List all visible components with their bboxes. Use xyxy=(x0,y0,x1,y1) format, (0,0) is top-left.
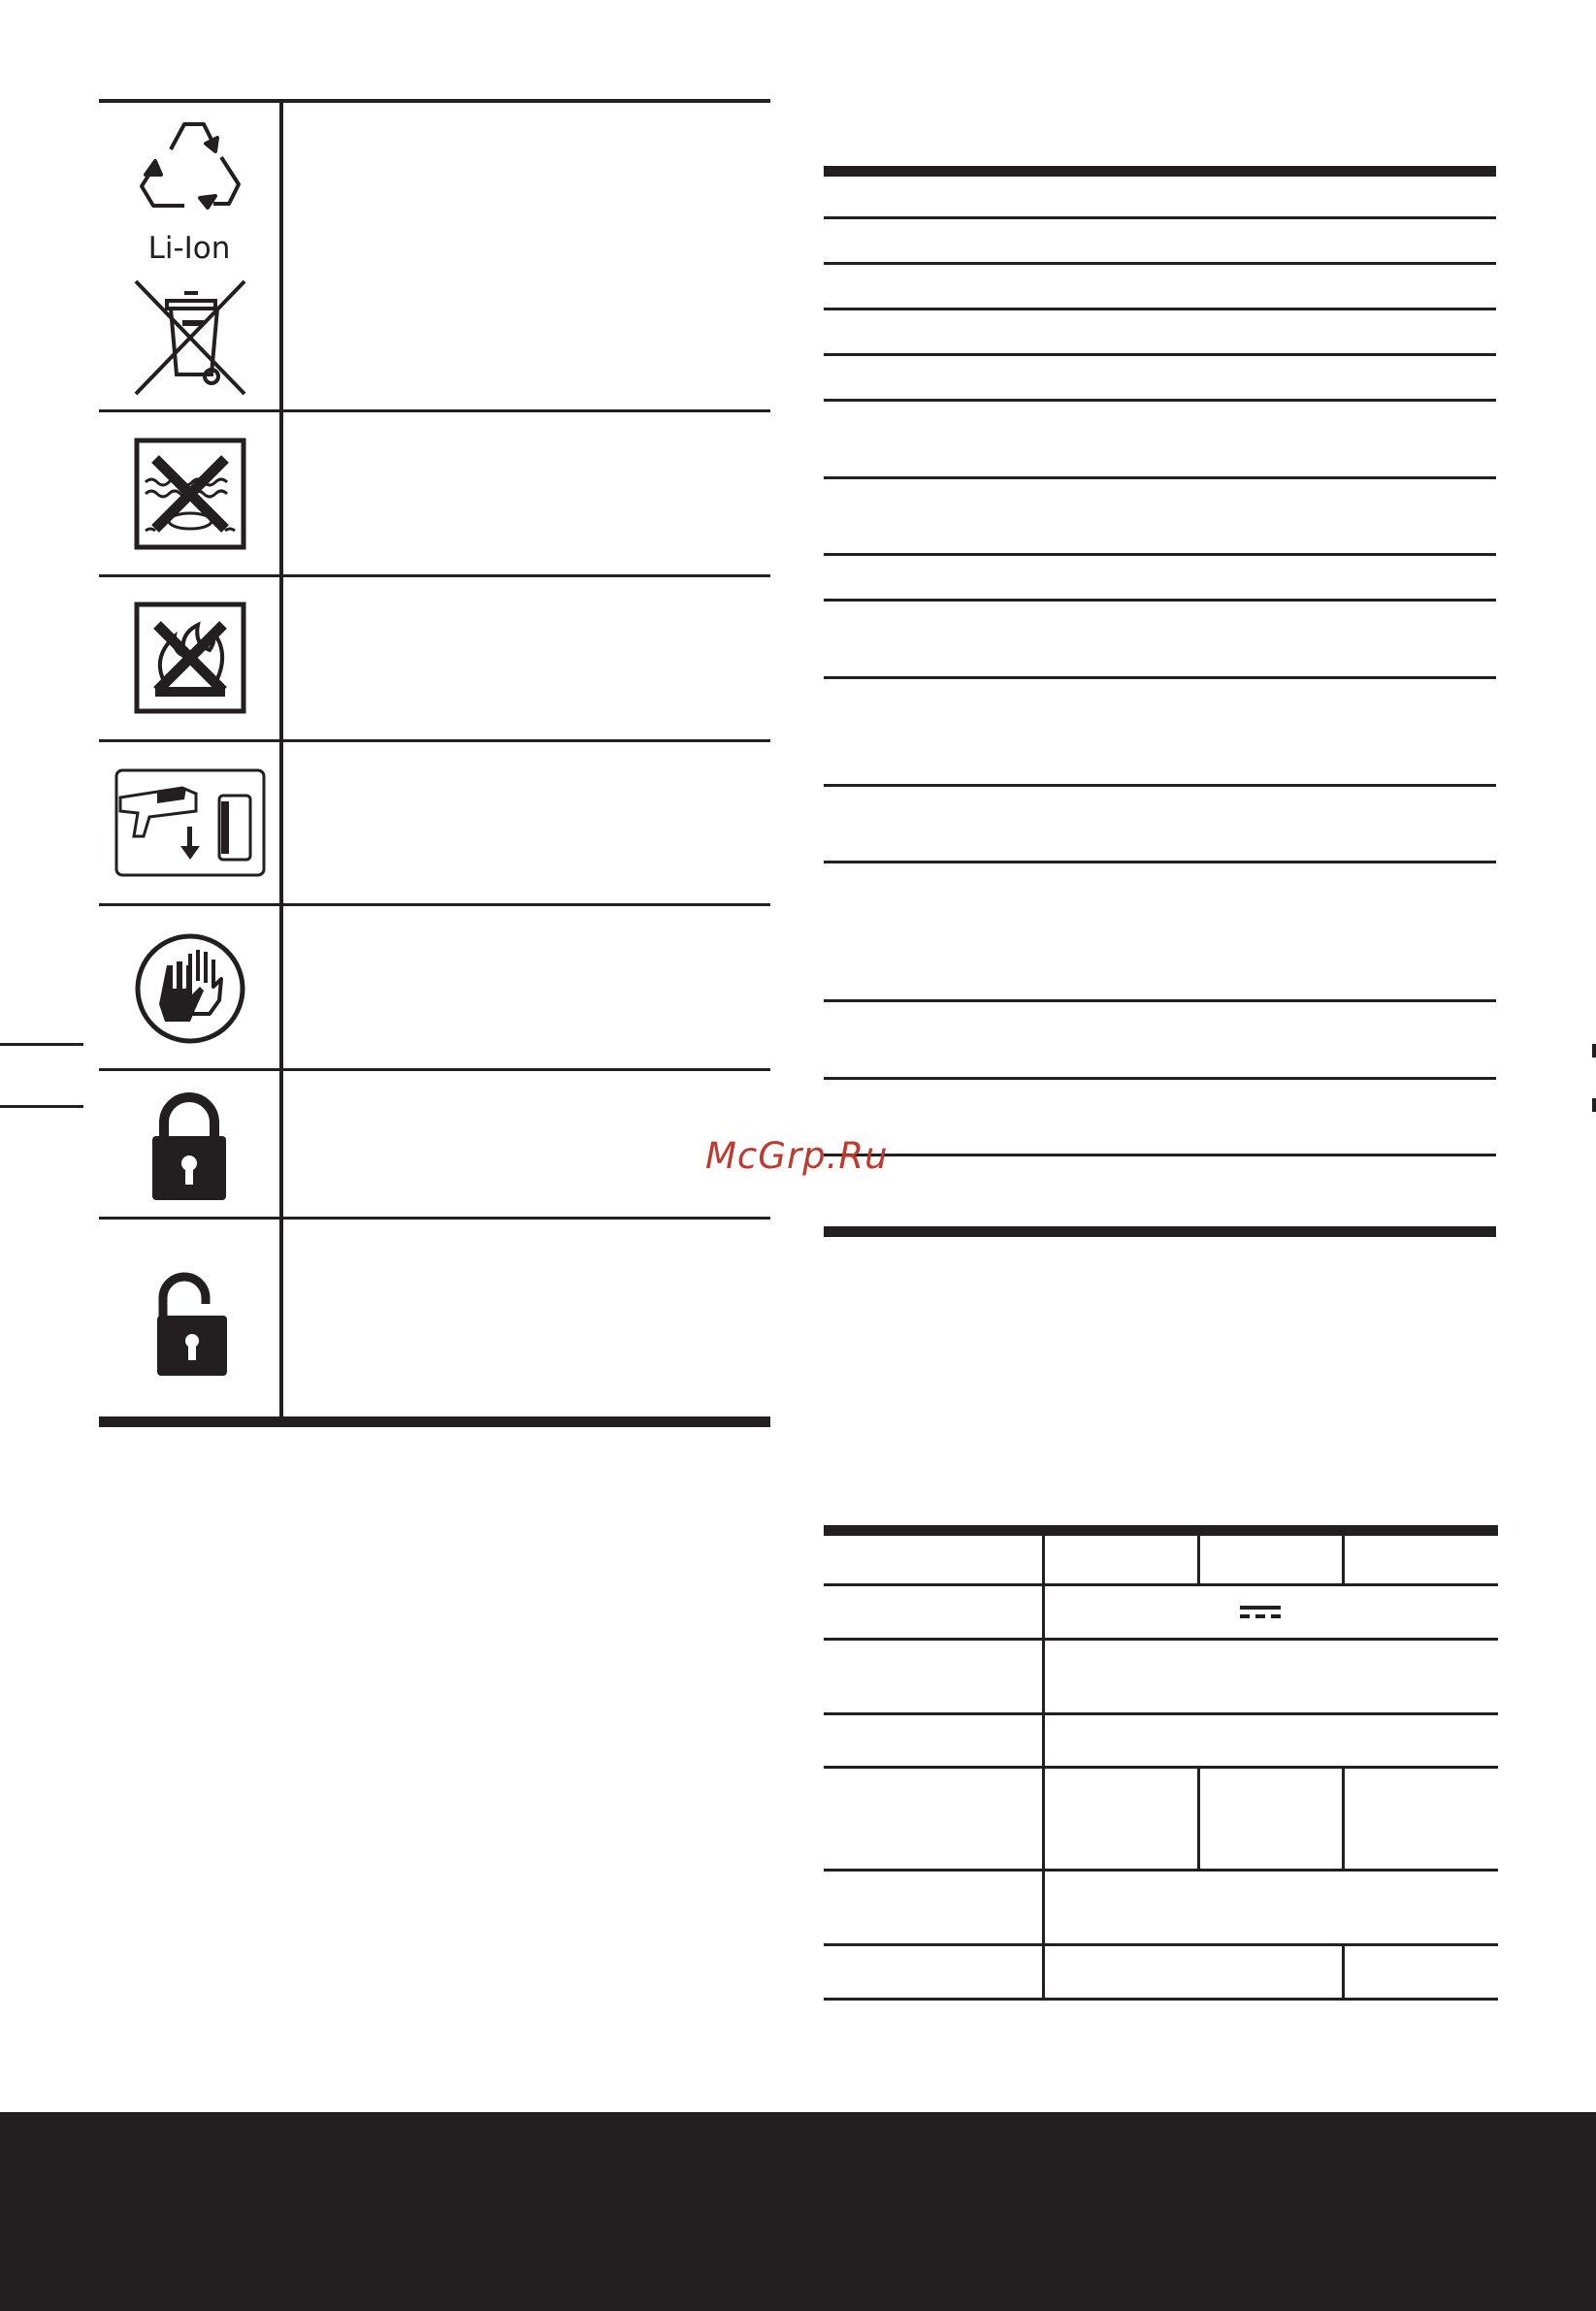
parts-row-rule xyxy=(824,553,1496,556)
tech-row-rule xyxy=(824,1943,1498,1946)
row-divider xyxy=(99,1068,770,1071)
parts-row-rule xyxy=(824,308,1496,310)
table-top-rule xyxy=(99,99,770,103)
margin-tab-mark xyxy=(1592,1044,1596,1058)
margin-tab-mark xyxy=(1592,1098,1596,1112)
tech-bottom-rule xyxy=(824,1998,1498,2001)
row-divider xyxy=(99,1217,770,1220)
direct-current-icon xyxy=(1240,1606,1281,1619)
tech-col-divider xyxy=(1342,1536,1345,1586)
margin-tab-mark xyxy=(0,1105,83,1108)
parts-row-rule xyxy=(824,861,1496,863)
no-water-disposal-icon xyxy=(134,438,246,550)
tech-row-rule xyxy=(824,1712,1498,1715)
parts-row-rule xyxy=(824,399,1496,402)
lock-open-icon xyxy=(155,1269,231,1378)
margin-tab-mark xyxy=(0,1043,83,1046)
tech-col-divider xyxy=(1197,1766,1200,1872)
wear-gloves-icon xyxy=(134,932,246,1045)
parts-row-rule xyxy=(824,1154,1496,1156)
tech-row-rule xyxy=(824,1869,1498,1872)
row-divider xyxy=(99,739,770,742)
tech-row-rule xyxy=(824,1766,1498,1769)
tech-col-divider xyxy=(1342,1943,1345,2001)
tech-row-rule xyxy=(824,1583,1498,1586)
lock-closed-icon xyxy=(150,1090,228,1202)
parts-bottom-rule xyxy=(824,1226,1496,1237)
row-divider xyxy=(99,574,770,577)
row-divider xyxy=(99,409,770,412)
tech-col-divider xyxy=(1042,1536,1045,2001)
parts-row-rule xyxy=(824,599,1496,602)
tech-col-divider xyxy=(1342,1766,1345,1872)
row-divider xyxy=(99,903,770,906)
no-fire-icon xyxy=(134,602,246,714)
crossed-out-wheelie-bin-icon xyxy=(134,279,246,396)
table-bottom-rule xyxy=(99,1416,770,1427)
parts-top-rule xyxy=(824,166,1496,177)
remove-battery-icon xyxy=(114,768,266,877)
tech-col-divider xyxy=(1197,1536,1200,1586)
parts-row-rule xyxy=(824,216,1496,219)
parts-row-rule xyxy=(824,999,1496,1002)
tech-row-rule xyxy=(824,1638,1498,1641)
parts-row-rule xyxy=(824,476,1496,479)
parts-row-rule xyxy=(824,353,1496,356)
table-column-divider xyxy=(279,99,283,1418)
footer-band xyxy=(0,2112,1596,2311)
parts-row-rule xyxy=(824,262,1496,265)
parts-row-rule xyxy=(824,676,1496,679)
tech-top-rule xyxy=(824,1525,1498,1536)
recycle-icon xyxy=(134,114,246,223)
parts-row-rule xyxy=(824,784,1496,787)
parts-row-rule xyxy=(824,1077,1496,1080)
watermark: McGrp.Ru xyxy=(705,1135,889,1177)
li-ion-label: Li-Ion xyxy=(147,231,231,266)
